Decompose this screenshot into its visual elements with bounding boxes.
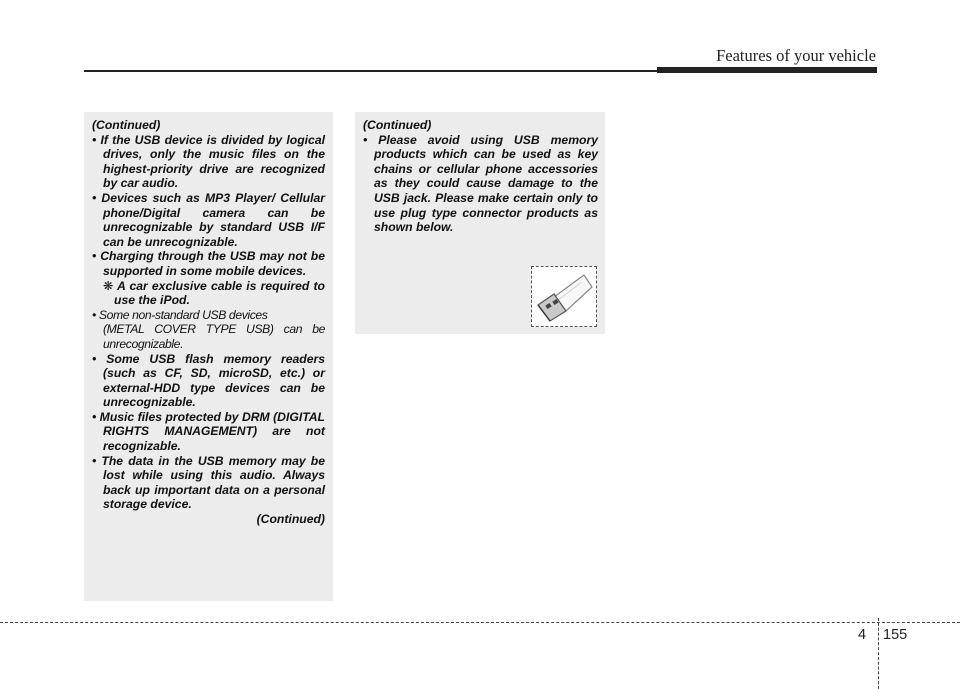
list-item: • Please avoid using USB memory products which can be used as key chains or cellular phone accessories as they could cause damage to the USB jack. Please make certain only to use plug type connector products as shown below. xyxy=(363,132,599,235)
continued-label-top: (Continued) xyxy=(92,118,161,132)
footer-divider xyxy=(878,618,879,689)
continued-label-bottom: (Continued) xyxy=(256,512,325,527)
usb-stick-icon xyxy=(532,267,596,326)
page-header-title: Features of your vehicle xyxy=(716,46,876,65)
footer-rule xyxy=(0,622,960,623)
ipod-cable-note: ❋ A car exclusive cable is required to use the iPod. xyxy=(103,278,326,308)
header-rule-accent xyxy=(657,67,877,73)
usb-stick-illustration xyxy=(531,266,597,327)
list-item: • The data in the USB memory may be lost while using this audio. Always back up important data on a personal storage device. xyxy=(92,453,326,512)
chapter-number: 4 xyxy=(858,627,867,643)
usb-notes-box-left xyxy=(84,112,333,601)
list-item: • Devices such as MP3 Player/ Cellular phone/Digital camera can be unrecognizable by standard USB I/F can be unrecognizable. xyxy=(92,190,325,249)
list-item: • If the USB device is divided by logical drives, only the music files on the highest-priority drive are recognized by car audio. xyxy=(92,132,325,191)
page-number: 155 xyxy=(883,627,908,643)
continued-label-top: (Continued) xyxy=(363,118,432,132)
note-symbol-icon: ❋ xyxy=(103,278,114,293)
list-item: • Some non-standard USB devices (METAL COVER TYPE USB) can be unrecognizable. xyxy=(92,307,325,351)
list-item: • Music files protected by DRM (DIGITAL RIGHTS MANAGEMENT) are not recognizable. xyxy=(92,409,325,454)
header-rule xyxy=(84,70,676,72)
list-item: • Some USB flash memory readers (such as CF, SD, microSD, etc.) or external-HDD type devices can be unrecognizable. xyxy=(92,351,325,410)
list-item: • Charging through the USB may not be supported in some mobile devices. xyxy=(92,249,325,278)
